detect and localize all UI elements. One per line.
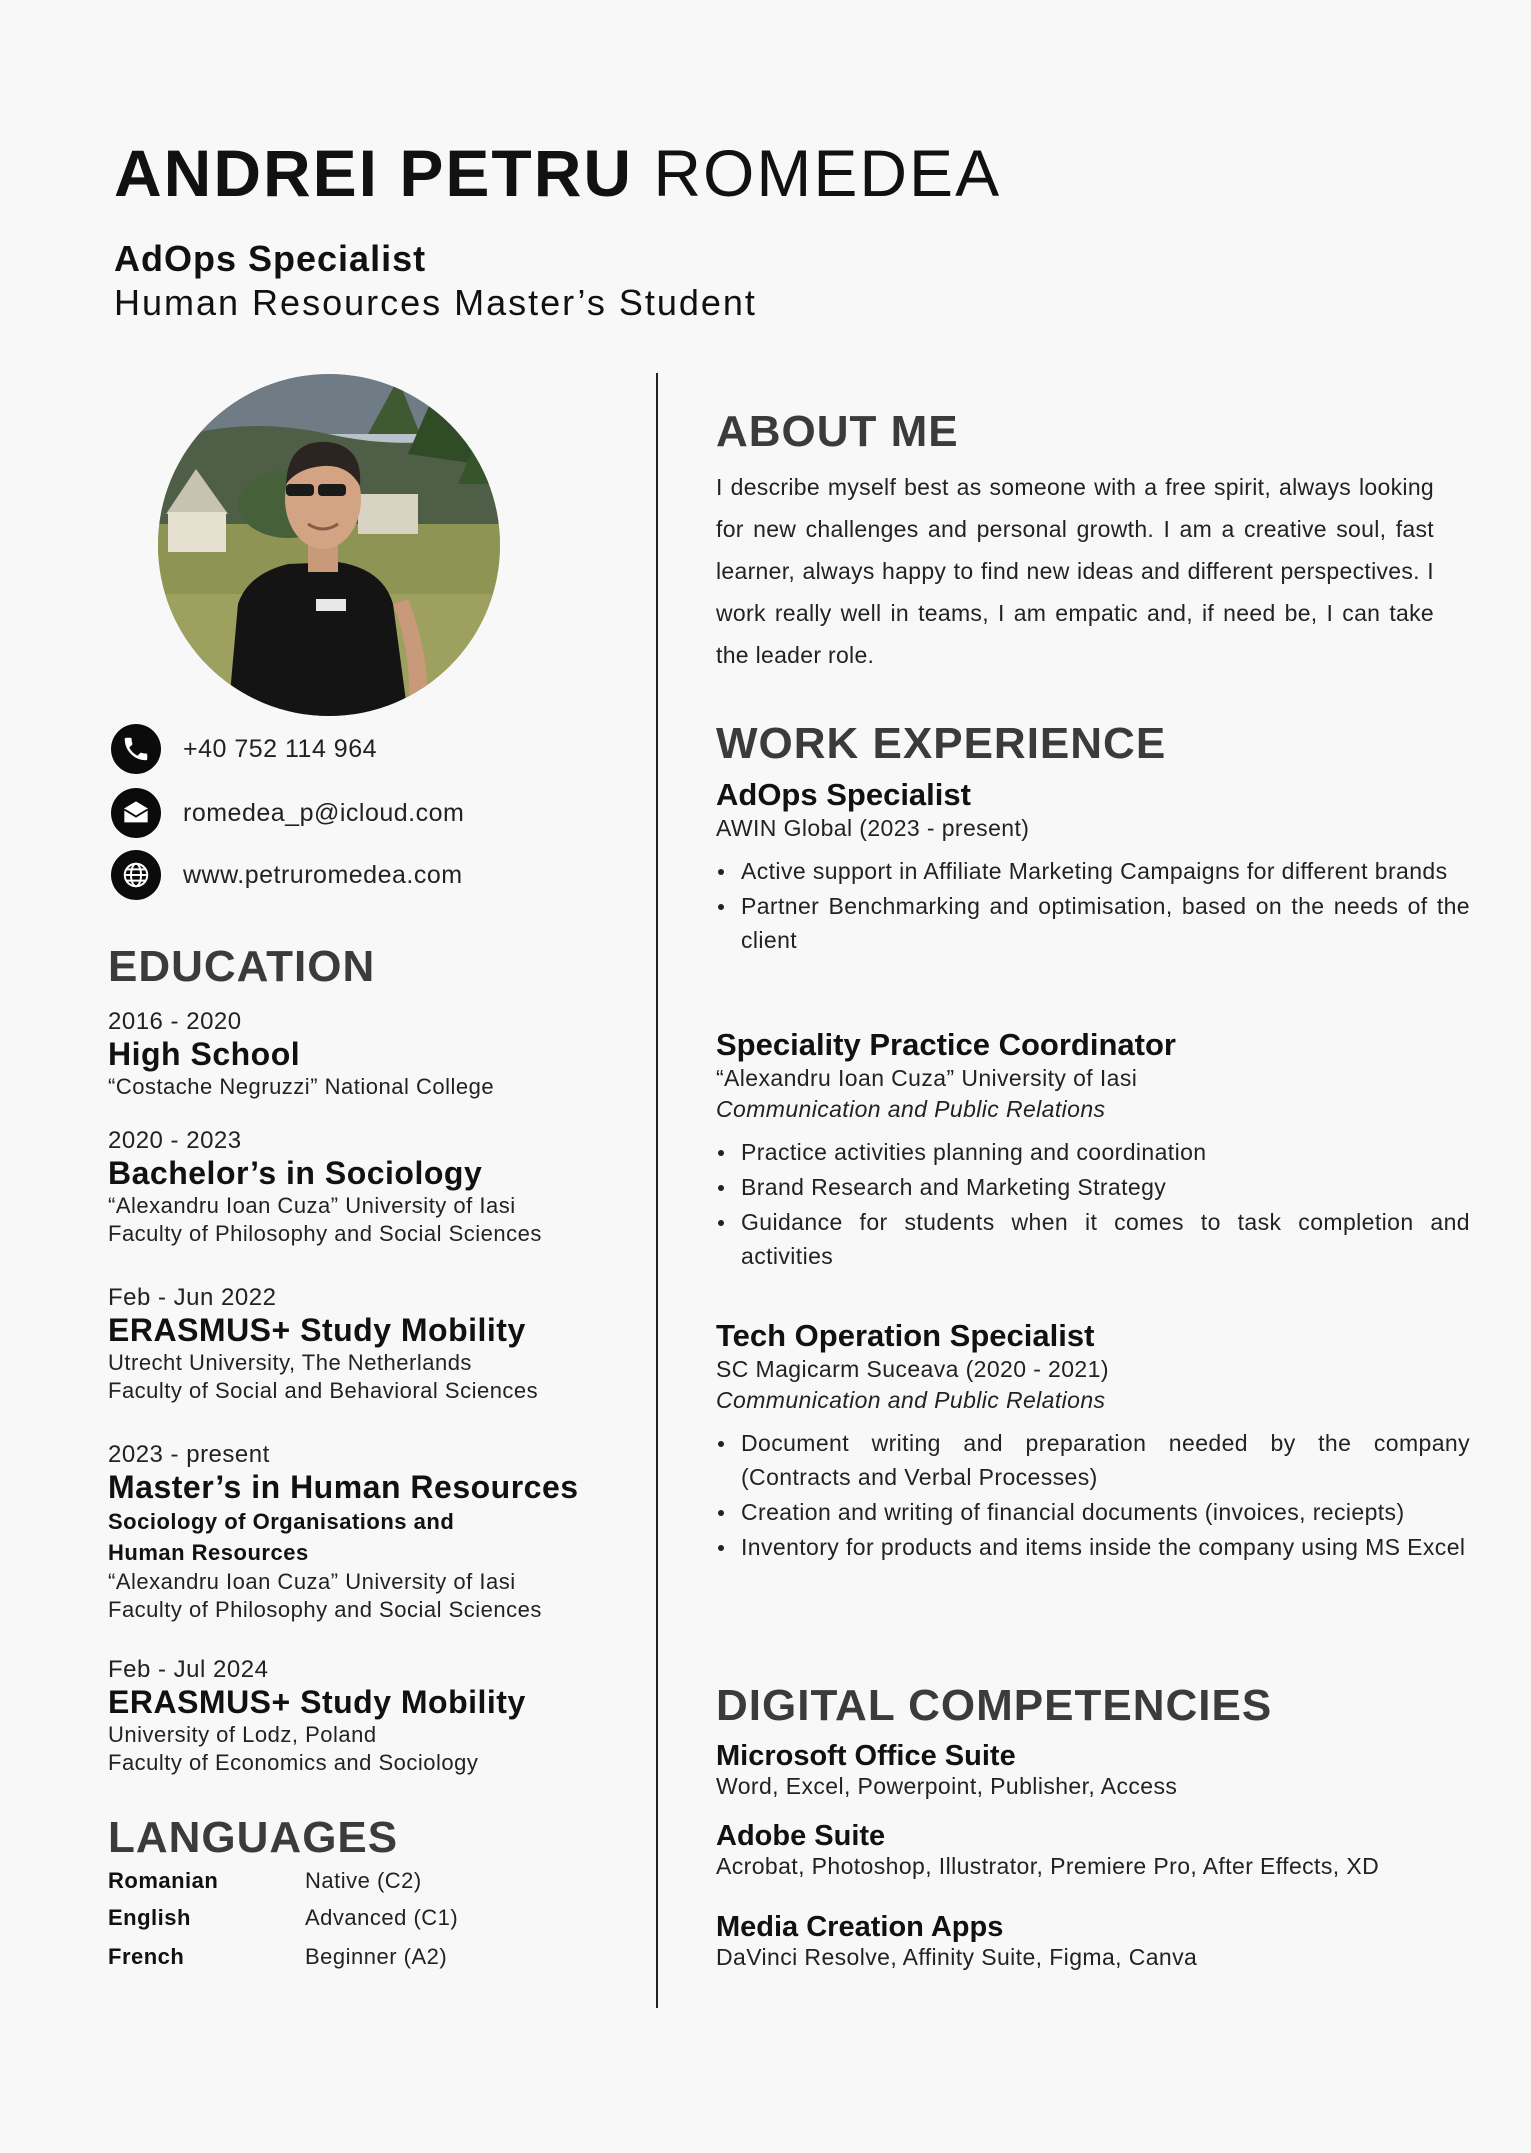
contact-website[interactable] (111, 850, 463, 900)
education-line: “Alexandru Ioan Cuza” University of Iasi (108, 1193, 516, 1218)
website-url: www.petruromedea.com (183, 860, 463, 889)
profile-photo (158, 374, 500, 716)
education-line: “Costache Negruzzi” National College (108, 1074, 495, 1099)
phone-icon (111, 724, 161, 774)
job-bullet: Inventory for products and items inside the company using MS Excel (716, 1530, 1470, 1564)
column-divider (656, 373, 658, 2008)
education-line: Faculty of Philosophy and Social Sciences (108, 1597, 542, 1622)
education-title: ERASMUS+ Study Mobility (108, 1684, 526, 1720)
language-name: Romanian (108, 1868, 219, 1893)
competency-detail: Word, Excel, Powerpoint, Publisher, Access (716, 1773, 1178, 1799)
job-entry (716, 1318, 1470, 1565)
education-line: Faculty of Social and Behavioral Sciences (108, 1378, 539, 1403)
education-date: Feb - Jun 2022 (108, 1284, 277, 1311)
language-level: Native (C2) (305, 1868, 422, 1893)
last-name: ROMEDEA (653, 136, 1002, 210)
competency-title: Adobe Suite (716, 1820, 886, 1852)
job-entry (716, 1027, 1470, 1274)
language-level: Advanced (C1) (305, 1905, 459, 1930)
job-title: AdOps Specialist (716, 777, 971, 812)
education-title: High School (108, 1036, 301, 1072)
email-address: romedea_p@icloud.com (183, 798, 465, 827)
education-title: Bachelor’s in Sociology (108, 1155, 483, 1191)
competency-item (716, 1740, 1177, 1800)
education-item (108, 1008, 494, 1101)
competency-item (716, 1911, 1197, 1971)
job-department: Communication and Public Relations (716, 1096, 1106, 1122)
language-name: English (108, 1905, 191, 1930)
language-level: Beginner (A2) (305, 1944, 448, 1969)
education-specialization: Sociology of Organisations and (108, 1509, 455, 1534)
education-title: ERASMUS+ Study Mobility (108, 1312, 526, 1348)
job-title: Tech Operation Specialist (716, 1318, 1095, 1353)
job-bullets (716, 1135, 1470, 1273)
education-line: Faculty of Economics and Sociology (108, 1750, 479, 1775)
education-line: University of Lodz, Poland (108, 1722, 377, 1747)
education-item (108, 1656, 526, 1777)
education-line: Faculty of Philosophy and Social Sciences (108, 1221, 542, 1246)
competency-title: Microsoft Office Suite (716, 1740, 1016, 1772)
education-date: 2016 - 2020 (108, 1008, 242, 1035)
language-row (108, 1905, 488, 1931)
role-primary: AdOps Specialist (114, 238, 427, 279)
education-item (108, 1284, 538, 1405)
job-bullet: Partner Benchmarking and optimisation, based on the needs of the client (716, 889, 1470, 957)
language-name: French (108, 1944, 185, 1969)
competency-title: Media Creation Apps (716, 1911, 1004, 1943)
education-title: Master’s in Human Resources (108, 1469, 579, 1505)
job-bullet: Document writing and preparation needed by the company (Contracts and Verbal Processes) (716, 1426, 1470, 1494)
job-department: Communication and Public Relations (716, 1387, 1106, 1413)
job-bullets (716, 1426, 1470, 1564)
contact-email[interactable] (111, 788, 464, 838)
education-date: Feb - Jul 2024 (108, 1656, 269, 1683)
education-line: “Alexandru Ioan Cuza” University of Iasi (108, 1569, 516, 1594)
globe-icon (111, 850, 161, 900)
work-heading: WORK EXPERIENCE (716, 719, 1167, 768)
competency-detail: Acrobat, Photoshop, Illustrator, Premiere Pro, After Effects, XD (716, 1853, 1380, 1879)
languages-heading: LANGUAGES (108, 1813, 399, 1862)
education-specialization: Human Resources (108, 1540, 309, 1565)
first-names: ANDREI PETRU (114, 136, 634, 210)
education-item (108, 1441, 579, 1624)
education-heading: EDUCATION (108, 942, 376, 991)
phone-number: +40 752 114 964 (183, 734, 378, 763)
email-icon (111, 788, 161, 838)
job-bullets (716, 854, 1470, 957)
education-item (108, 1127, 542, 1248)
education-date: 2023 - present (108, 1441, 270, 1468)
language-row (108, 1868, 488, 1894)
about-heading: ABOUT ME (716, 407, 959, 456)
job-organization: “Alexandru Ioan Cuza” University of Iasi (716, 1065, 1138, 1091)
competencies-heading: DIGITAL COMPETENCIES (716, 1681, 1273, 1730)
education-line: Utrecht University, The Netherlands (108, 1350, 472, 1375)
job-organization: SC Magicarm Suceava (2020 - 2021) (716, 1356, 1109, 1382)
job-bullet: Practice activities planning and coordination (716, 1135, 1470, 1169)
full-name (114, 136, 1002, 210)
job-bullet: Brand Research and Marketing Strategy (716, 1170, 1470, 1204)
about-text: I describe myself best as someone with a free spirit, always looking for new challenges and personal growth. I am a creative soul, fast learner, always happy to find new ideas and different perspectives. I work really well in teams, I am empatic and, if need be, I can take the leader role. (716, 474, 1434, 668)
competency-item (716, 1820, 1379, 1880)
job-bullet: Creation and writing of financial documents (invoices, reciepts) (716, 1495, 1470, 1529)
job-bullet: Active support in Affiliate Marketing Campaigns for different brands (716, 854, 1470, 888)
contact-phone[interactable] (111, 724, 377, 774)
job-organization: AWIN Global (2023 - present) (716, 815, 1030, 841)
job-title: Speciality Practice Coordinator (716, 1027, 1176, 1062)
competency-detail: DaVinci Resolve, Affinity Suite, Figma, Canva (716, 1944, 1198, 1970)
job-entry (716, 777, 1470, 958)
education-date: 2020 - 2023 (108, 1127, 242, 1154)
job-bullet: Guidance for students when it comes to task completion and activities (716, 1205, 1470, 1273)
language-row (108, 1944, 488, 1970)
role-secondary: Human Resources Master’s Student (114, 282, 757, 323)
